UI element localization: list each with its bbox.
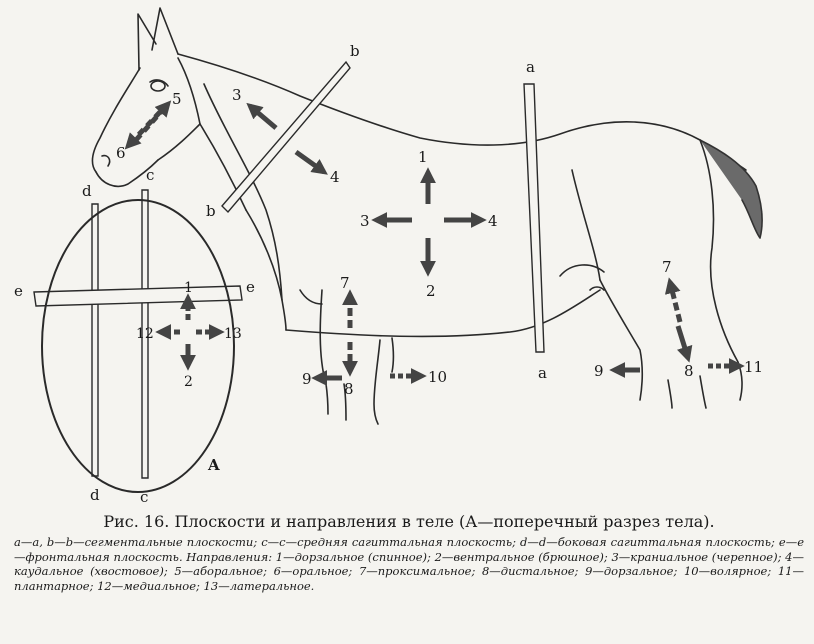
- label-d-bottom: d: [90, 486, 100, 504]
- label-d-top: d: [82, 182, 92, 200]
- label-b-top: b: [350, 42, 360, 60]
- plane-markers: [34, 62, 544, 478]
- label-body-4: 4: [488, 212, 498, 230]
- label-neck-4: 4: [330, 168, 340, 186]
- figure-caption: [14, 512, 804, 593]
- plane-a: [524, 84, 544, 352]
- label-fore-8: 8: [344, 380, 354, 398]
- label-fore-10: 10: [428, 368, 448, 386]
- label-section-13: 13: [224, 326, 242, 342]
- label-hind-9: 9: [594, 362, 604, 380]
- label-c-top: c: [146, 166, 155, 184]
- caption-body: а—а, b—b—сегментальные плоскости; с—с—средняя сагиттальная плоскость; d—d—боковая сагиттальная плоскость; е—е—фронтальная плоскость. Направления: 1—дорзальное (спинное); 2—вентральное (брюшное); 3—краниальное (черепное); 4—каудальное (хвостовое); 5—аборальное; 6—оральное; 7—проксимальное; 8—дистальное; 9—дорзальное; 10—волярное; 11—плантарное; 12—медиальное; 13—латеральное.: [14, 535, 804, 593]
- plane-e: [34, 286, 242, 306]
- label-fore-9: 9: [302, 370, 312, 388]
- label-section-1: 1: [184, 280, 193, 296]
- label-body-2: 2: [426, 282, 436, 300]
- label-section-2: 2: [184, 374, 193, 390]
- label-b-bottom: b: [206, 202, 216, 220]
- plane-d: [92, 204, 98, 476]
- label-body-3: 3: [360, 212, 370, 230]
- label-head-5: 5: [172, 90, 182, 108]
- label-hind-8: 8: [684, 362, 694, 380]
- label-e-left: e: [14, 282, 23, 300]
- label-e-right: e: [246, 278, 255, 296]
- label-neck-3: 3: [232, 86, 242, 104]
- arrow-3-neck: [250, 106, 276, 128]
- arrow-8-hind: [678, 326, 688, 358]
- plane-b: [222, 62, 350, 212]
- label-c-bottom: c: [140, 488, 149, 506]
- cross-section-ellipse: [42, 200, 234, 492]
- label-a-top: a: [526, 58, 535, 76]
- horse-outline: [93, 8, 763, 424]
- label-hind-7: 7: [662, 258, 672, 276]
- arrow-7-hind: [670, 282, 680, 322]
- figure-labels: [14, 42, 763, 506]
- label-head-6: 6: [116, 144, 126, 162]
- label-a-bottom: a: [538, 364, 547, 382]
- caption-title: Рис. 16. Плоскости и направления в теле (А—поперечный разрез тела).: [103, 512, 715, 531]
- label-fore-7: 7: [340, 274, 350, 292]
- label-body-1: 1: [418, 148, 428, 166]
- arrow-4-neck: [296, 152, 324, 172]
- label-hind-11: 11: [744, 358, 764, 376]
- label-section-12: 12: [136, 326, 154, 342]
- label-inset-a: A: [208, 456, 220, 474]
